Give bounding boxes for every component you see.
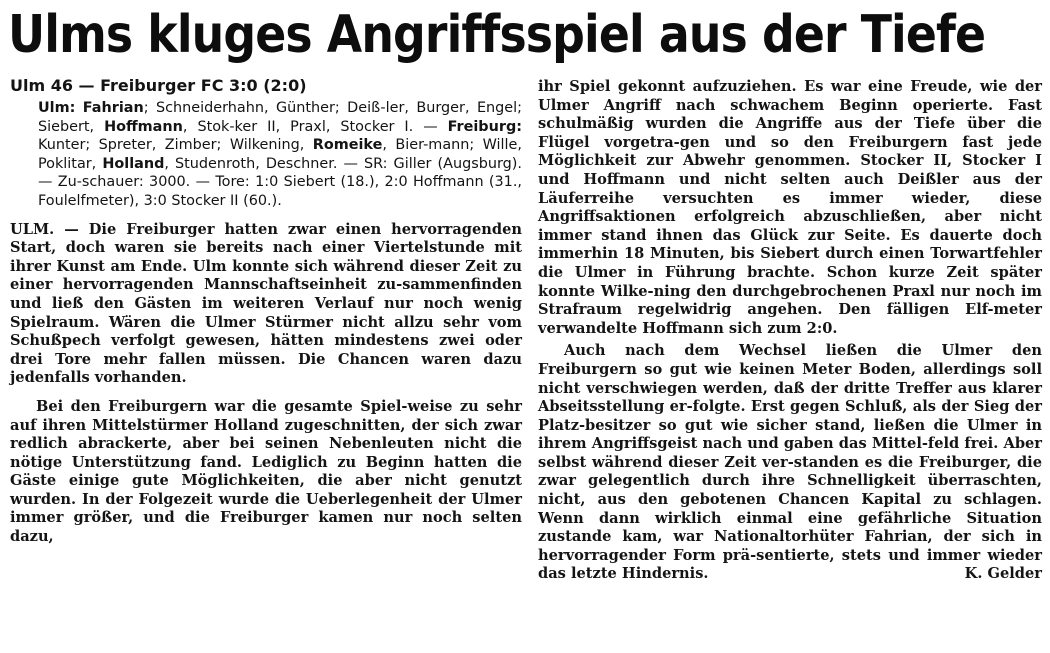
freiburg-label: Freiburg: bbox=[447, 118, 523, 135]
freiburg-highlight-player-2: Holland bbox=[102, 155, 165, 172]
right-column bbox=[538, 78, 1042, 584]
freiburg-lineup-part2: , Bier-mann; Wille, Poklitar, bbox=[38, 137, 522, 172]
ulm-lineup-part2: , Stok-ker II, Praxl, Stocker I. — bbox=[182, 118, 438, 135]
left-column bbox=[10, 76, 522, 547]
ulm-label: Ulm: bbox=[38, 100, 76, 116]
ulm-lineup-part1: ; Schneiderhahn, Günther; Deiß-ler, Burger, Engel; Siebert, bbox=[38, 100, 522, 135]
freiburg-lineup-part3: , Studenroth, Deschner. — SR: Giller (Augsburg). — Zu-schauer: 3000. — Tore: 1:0 Siebert (18.), 2:0 Hoffmann (31., Foulelfmeter), 3:0 Stocker II (60.). bbox=[38, 155, 522, 209]
lineup-block bbox=[38, 99, 522, 211]
author-byline: K. Gelder bbox=[964, 565, 1042, 583]
article-paragraph-2: Bei den Freiburgern war die gesamte Spiel-weise zu sehr auf ihren Mittelstürmer Holland zugeschnitten, der sich zwar redlich abrackerte, aber bei seinen Nebenleuten nicht die nötige Unterstützung fand. Lediglich zu Beginn hatten die Gäste einige gute Möglichkeiten, die aber nicht genutzt wurden. In der Folgezeit wurde die Ueberlegenheit der Ulmer immer größer, und die Freiburger kamen nur noch selten dazu, bbox=[10, 397, 522, 546]
ulm-highlight-player: Hoffmann bbox=[104, 118, 183, 135]
freiburg-highlight-player-1: Romeike bbox=[312, 137, 383, 154]
article-paragraph-3: ihr Spiel gekonnt aufzuziehen. Es war eine Freude, wie der Ulmer Angriff nach schwachem Beginn operierte. Fast schulmäßig wurden die Angriffe aus der Tiefe über die Flügel vorgetra-gen und so den Freiburgern fast jede Möglichkeit zur Abwehr genommen. Stocker II, Stocker I und Hoffmann und nicht selten auch Deißler aus der Läuferreihe versuchten es immer wieder, diese Angriffsaktionen erfolgreich abzuschließen, aber nicht immer stand ihnen das Glück zur Seite. Es dauerte doch immerhin 18 Minuten, bis Siebert durch einen Torwartfehler die Ulmer in Führung brachte. Schon kurze Zeit später konnte Wilke-ning den durchgebrochenen Praxl nur noch im Strafraum regelwidrig angehen. Den fälligen Elf-meter verwandelte Hoffmann sich zum 2:0. bbox=[538, 78, 1042, 337]
article-paragraph-4: Auch nach dem Wechsel ließen die Ulmer den Freiburgern so gut wie keinen Meter Boden, allerdings soll nicht verschwiegen werden, daß der dritte Treffer aus klarer Abseitsstellung er-folgte. Erst gegen Schluß, als der Sieg der Platz-besitzer so gut wie sicher stand, ließen die Ulmer in ihrem Angriffsgeist nach und gaben das Mittel-feld frei. Aber selbst während dieser Zeit ver-standen es die Freiburger, die zwar gelegentlich durch ihre Schnelligkeit überraschten, nicht, aus den gebotenen Chancen Kapital zu schlagen. Wenn dann wirklich einmal eine gefährliche Situation zustande kam, war Nationaltorhüter Fahrian, der sich in hervorragender Form prä-sentierte, stets und immer wieder das letzte Hindernis. bbox=[538, 342, 1042, 583]
freiburg-lineup-part1: Kunter; Spreter, Zimber; Wilkening, bbox=[38, 137, 305, 154]
ulm-goalie: Fahrian bbox=[82, 100, 144, 116]
article-paragraph-1: ULM. — Die Freiburger hatten zwar einen hervorragenden Start, doch waren sie bereits nach einer Viertelstunde mit ihrer Kunst am Ende. Ulm konnte sich während dieser Zeit zu einer hervorragenden Mannschaftseinheit zu-sammenfinden und ließ den Gästen im weiteren Verlauf nur noch wenig Spielraum. Wären die Ulmer Stürmer nicht allzu sehr vom Schußpech verfolgt gewesen, hätten mindestens zwei oder drei Tore mehr fallen müssen. Die Chancen waren dazu jedenfalls vorhanden. bbox=[10, 220, 522, 387]
headline: Ulms kluges Angriffsspiel aus der Tiefe bbox=[8, 5, 986, 65]
match-title: Ulm 46 — Freiburger FC 3:0 (2:0) bbox=[10, 76, 307, 95]
